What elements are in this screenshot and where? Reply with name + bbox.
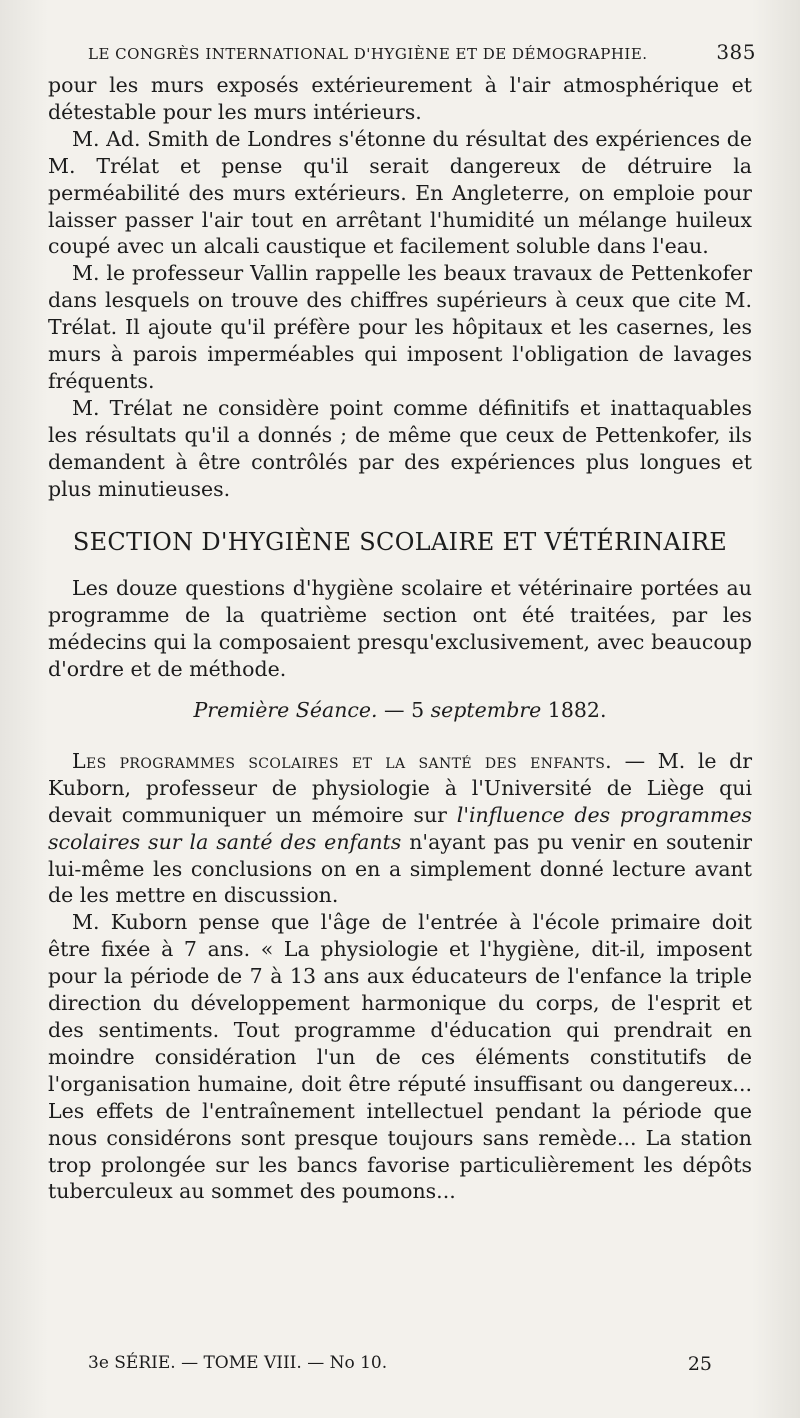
paragraph-continuation: pour les murs exposés extérieurement à l'air atmosphérique et détestable pour les murs intérieurs.: [48, 73, 752, 124]
running-title: LE CONGRÈS INTERNATIONAL D'HYGIÈNE ET DE DÉMOGRAPHIE.: [88, 45, 648, 63]
footer-series: 3e SÉRIE. — TOME VIII. — No 10.: [88, 1353, 388, 1373]
kuborn-text-a: — M. le dr Kuborn, professeur de physiologie à l'Université de Liège qui devait communiquer un mémoire sur: [48, 748, 752, 827]
paragraph-kuborn: [48, 748, 752, 909]
page-number: 385: [716, 40, 756, 64]
kuborn-text-b: n'ayant pas pu venir en soutenir lui-même les conclusions on en a simplement donné lecture avant de les mettre en discussion.: [48, 829, 752, 908]
page-footer: [88, 1353, 712, 1375]
paragraph-smith: M. Ad. Smith de Londres s'étonne du résultat des expériences de M. Trélat et pense qu'il serait dangereux de détruire la perméabilité des murs extérieurs. En Angleterre, on emploie pour laisser passer l'air tout en arrêtant l'humidité un mélange huileux coupé avec un alcali caustique et facilement soluble dans l'eau.: [48, 126, 752, 259]
seance-dash: — 5: [377, 698, 431, 723]
paragraph-trelat: M. Trélat ne considère point comme définitifs et inattaquables les résultats qu'il a donnés ; de même que ceux de Pettenkofer, ils demandent à être contrôlés par des expériences plus longues et plus minutieuses.: [48, 395, 752, 501]
running-header: [88, 40, 756, 64]
seance-year: 1882.: [541, 698, 607, 723]
paragraph-kuborn-opinion: M. Kuborn pense que l'âge de l'entrée à l'école primaire doit être fixée à 7 ans. « La physiologie et l'hygiène, dit-il, imposent pour la période de 7 à 13 ans aux éducateurs de l'enfance la triple direction du développement harmonique du corps, de l'esprit et des sentiments. Tout programme d'éducation qui prendrait en moindre considération l'un de ces éléments constitutifs de l'organisation humaine, doit être réputé insuffisant ou dangereux... Les effets de l'entraînement intellectuel pendant la période que nous considérons sont presque toujours sans remède... La station trop prolongée sur les bancs favorise particulièrement les dépôts tuberculeux au sommet des poumons...: [48, 910, 752, 1204]
seance-month: septembre: [430, 698, 542, 723]
body-text: [48, 72, 752, 1205]
signature-mark: 25: [687, 1353, 712, 1375]
section-intro: Les douze questions d'hygiène scolaire et vétérinaire portées au programme de la quatrième section ont été traitées, par les médecins qui la composaient presqu'exclusivement, avec beaucoup d'ordre et de méthode.: [48, 576, 752, 682]
memoir-title: l'influence des programmes scolaires sur la santé des enfants: [48, 802, 752, 854]
seance-date: [48, 697, 752, 724]
subsection-heading: Les programmes scolaires et la santé des enfants.: [72, 748, 613, 773]
section-title: SECTION D'HYGIÈNE SCOLAIRE ET VÉTÉRINAIRE: [72, 527, 728, 556]
seance-label: Première Séance.: [193, 698, 378, 723]
paragraph-vallin: M. le professeur Vallin rappelle les beaux travaux de Pettenkofer dans lesquels on trouve des chiffres supérieurs à ceux que cite M. Trélat. Il ajoute qu'il préfère pour les hôpitaux et les casernes, les murs à parois imperméables qui imposent l'obligation de lavages fréquents.: [48, 261, 752, 393]
